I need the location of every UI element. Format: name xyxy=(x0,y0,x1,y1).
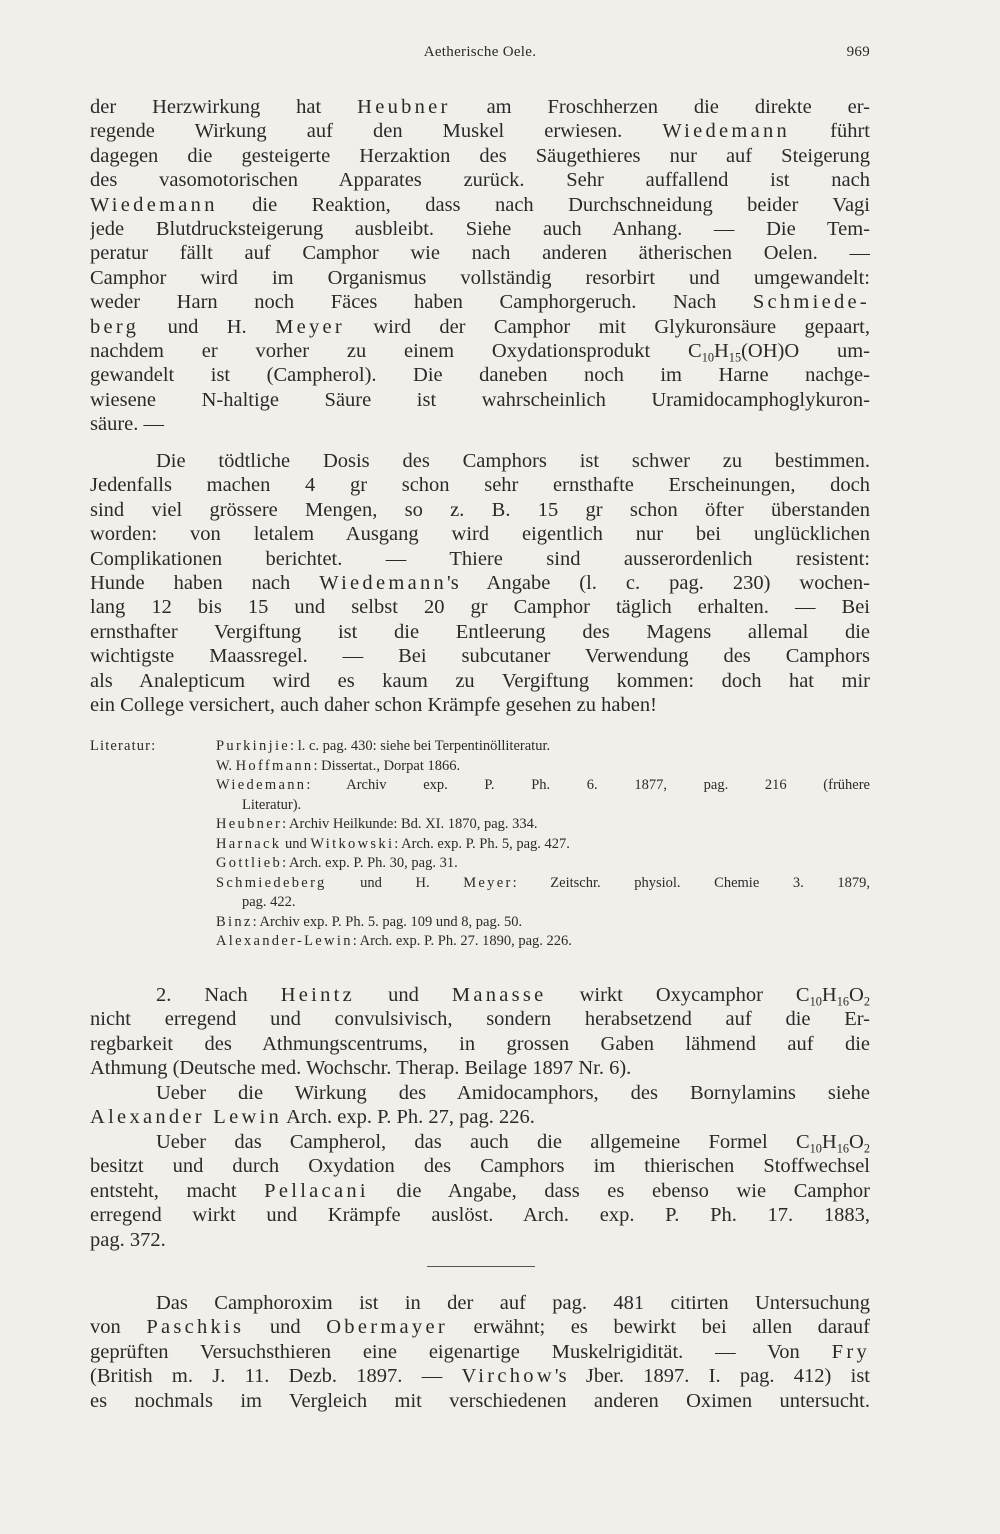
literature-entry xyxy=(90,854,870,874)
text-line xyxy=(90,1032,870,1056)
spaced-name: Wiedemann xyxy=(319,571,448,594)
text-run: Jedenfalls machen 4 gr schon sehr ernsthafte Erscheinungen, doch xyxy=(90,474,870,497)
spaced-name: Witkowski xyxy=(310,835,395,852)
text-run: 2. Nach xyxy=(156,984,281,1006)
literature-entry xyxy=(90,932,870,952)
text-run: pag. 372. xyxy=(90,1228,166,1251)
literature-entry-text xyxy=(216,737,870,757)
text-run: erregend wirkt und Krämpfe auslöst. Arch. exp. P. Ph. 17. 1883, xyxy=(90,1204,870,1227)
text-run: : Zeitschr. physiol. Chemie 3. 1879, xyxy=(512,874,870,891)
text-run: pag. 422. xyxy=(242,894,296,910)
literature-entry-text xyxy=(242,893,870,913)
text-run: H xyxy=(713,339,729,362)
text-run: sind viel grössere Mengen, so z. B. 15 gr schon öfter überstanden xyxy=(90,498,870,521)
text-line xyxy=(90,1315,870,1339)
text-run: O xyxy=(849,984,864,1006)
text-run: säure. — xyxy=(90,413,165,436)
text-run: wird der Camphor mit Glykuronsäure gepaart, xyxy=(344,315,870,338)
spaced-name: Manasse xyxy=(451,984,547,1006)
text-run: : Archiv exp. P. Ph. 5. pag. 109 und 8, pag. 50. xyxy=(252,913,523,930)
text-line xyxy=(90,412,870,436)
text-line xyxy=(90,1340,870,1364)
text-run: Literatur). xyxy=(242,796,302,813)
spaced-name: Wiedemann xyxy=(90,193,218,216)
text-run: ein College versichert, auch daher schon Krämpfe gesehen zu haben! xyxy=(90,693,657,716)
subscript: 10 xyxy=(701,350,714,364)
literature-entry xyxy=(90,913,870,933)
text-line xyxy=(90,983,870,1007)
literature-entry-text xyxy=(242,796,870,816)
text-line xyxy=(90,290,870,314)
literature-entry xyxy=(90,757,870,777)
text-run: als Analepticum wird es kaum zu Vergiftung kommen: doch hat mir xyxy=(90,669,870,692)
text-run: nicht erregend und convulsivisch, sondern herabsetzend auf die Er- xyxy=(90,1008,870,1031)
text-line xyxy=(90,1105,870,1129)
text-run: wichtigste Maassregel. — Bei subcutaner Verwendung des Camphors xyxy=(90,645,870,668)
literature-entry-text xyxy=(216,815,870,835)
text-line xyxy=(90,1179,870,1203)
text-line xyxy=(90,363,870,387)
text-run: und H. xyxy=(139,315,276,338)
text-run: ernsthafter Vergiftung ist die Entleerung des Magens allemal die xyxy=(90,620,870,643)
spaced-name: Gottlieb xyxy=(216,855,283,871)
text-run: Hunde haben nach xyxy=(90,571,320,594)
text-line xyxy=(90,473,870,497)
spaced-name: Paschkis xyxy=(146,1316,245,1339)
text-line xyxy=(90,1228,870,1252)
paragraph-oxycamphor xyxy=(90,983,870,1081)
text-run: : Archiv Heilkunde: Bd. XI. 1870, pag. 334. xyxy=(282,816,538,832)
spaced-name: Heubner xyxy=(216,816,283,832)
text-run: O xyxy=(849,1131,864,1153)
spaced-name: Hoffmann xyxy=(235,757,314,774)
text-run: und xyxy=(355,984,452,1006)
subscript: 10 xyxy=(809,994,822,1008)
spaced-name: Wiedemann xyxy=(216,777,307,793)
text-run: worden: von letalem Ausgang wird eigentlich nur bei unglücklichen xyxy=(90,523,870,546)
text-run: erwähnt; es bewirkt bei allen darauf xyxy=(447,1316,870,1339)
text-run: gewandelt ist (Campherol). Die daneben noch im Harne nachge- xyxy=(90,364,870,387)
literature-list xyxy=(90,737,870,952)
text-run: Ueber die Wirkung des Amidocamphors, des Bornylamins siehe xyxy=(156,1082,870,1104)
text-run: Complikationen berichtet. — Thiere sind ausserordenlich resistent: xyxy=(90,547,870,570)
paragraph-campherol xyxy=(90,1130,870,1252)
text-run: Arch. exp. P. Ph. 27, pag. 226. xyxy=(282,1106,535,1129)
text-run: des vasomotorischen Apparates zurück. Sehr auffallend ist nach xyxy=(90,169,870,192)
spaced-name: Alexander-Lewin xyxy=(216,933,353,949)
text-run: : Dissertat., Dorpat 1866. xyxy=(313,757,461,774)
text-run: und xyxy=(281,835,311,852)
text-line xyxy=(90,193,870,217)
text-line xyxy=(90,620,870,644)
text-line xyxy=(90,241,870,265)
spaced-name: Purkinjie xyxy=(216,738,291,754)
text-run: Athmung (Deutsche med. Wochschr. Therap. Beilage 1897 Nr. 6). xyxy=(90,1057,632,1080)
text-line xyxy=(90,1056,870,1080)
literature-entry-text xyxy=(216,776,870,796)
literature-entry xyxy=(90,835,870,855)
text-run: : Arch. exp. P. Ph. 30, pag. 31. xyxy=(282,855,458,871)
text-line xyxy=(90,1130,870,1154)
text-run: : Arch. exp. P. Ph. 5, pag. 427. xyxy=(394,835,570,852)
spaced-name: Heintz xyxy=(280,984,356,1006)
text-line xyxy=(90,388,870,412)
text-run: geprüften Versuchsthieren eine eigenartige Muskelrigidität. — Von xyxy=(90,1340,832,1363)
text-run: besitzt und durch Oxydation des Camphors im thierischen Stoffwechsel xyxy=(90,1155,870,1178)
text-line xyxy=(90,1389,870,1413)
text-run: entsteht, macht xyxy=(90,1179,265,1202)
subscript: 10 xyxy=(809,1141,822,1155)
page-number: 969 xyxy=(846,44,870,60)
spaced-name: Virchow xyxy=(461,1365,555,1388)
subscript: 16 xyxy=(836,994,850,1008)
text-line xyxy=(90,547,870,571)
spaced-name: Harnack xyxy=(216,835,282,852)
spaced-name: Wiedemann xyxy=(662,120,791,143)
spaced-name: Heubner xyxy=(357,96,451,118)
subscript: 15 xyxy=(728,350,742,364)
text-line xyxy=(90,595,870,619)
text-line xyxy=(90,449,870,473)
text-run: (OH)O um- xyxy=(741,339,870,362)
paragraph-amidocamphor xyxy=(90,1081,870,1130)
text-run: führt xyxy=(790,120,870,143)
literature-entry-text xyxy=(216,854,870,874)
text-run: Das Camphoroxim ist in der auf pag. 481 citirten Untersuchung xyxy=(156,1292,870,1314)
text-run: lang 12 bis 15 und selbst 20 gr Camphor täglich erhalten. — Bei xyxy=(90,596,870,619)
literature-entry-text xyxy=(216,835,870,855)
text-line xyxy=(90,1203,870,1227)
literature-entry xyxy=(90,776,870,796)
text-run: nachdem er vorher zu einem Oxydationsprodukt C xyxy=(90,339,702,362)
subscript: 2 xyxy=(863,994,870,1008)
text-line xyxy=(90,119,870,143)
text-run: peratur fällt auf Camphor wie nach anderen ätherischen Oelen. — xyxy=(90,242,870,265)
literature-entry-text xyxy=(216,874,870,894)
text-line xyxy=(90,168,870,192)
text-run: und xyxy=(244,1316,327,1339)
spaced-name: berg xyxy=(90,315,140,338)
literature-label: Literatur: xyxy=(90,738,157,754)
paragraph-herzwirkung xyxy=(90,95,870,436)
text-run: 's Angabe (l. c. pag. 230) wochen- xyxy=(447,571,870,594)
text-run: Die tödtliche Dosis des Camphors ist schwer zu bestimmen. xyxy=(156,450,870,472)
text-run: Ueber das Campherol, das auch die allgemeine Formel C xyxy=(156,1131,810,1153)
text-run: H xyxy=(821,1131,837,1153)
text-run: von xyxy=(90,1316,147,1339)
text-line xyxy=(90,1007,870,1031)
text-line xyxy=(90,1081,870,1105)
text-run: am Froschherzen die direkte er- xyxy=(450,96,870,118)
text-run: die Angabe, dass es ebenso wie Camphor xyxy=(368,1179,870,1202)
spaced-name: Meyer xyxy=(275,315,345,338)
literature-entry-text xyxy=(216,913,870,933)
spaced-name: Obermayer xyxy=(326,1316,448,1339)
spaced-name: Pellacani xyxy=(264,1179,369,1202)
literature-entry-text xyxy=(216,932,870,952)
text-run: W. xyxy=(216,757,236,774)
text-line xyxy=(90,1364,870,1388)
subscript: 16 xyxy=(836,1141,850,1155)
text-line xyxy=(90,571,870,595)
text-run: wirkt Oxycamphor C xyxy=(546,984,810,1006)
text-line xyxy=(90,693,870,717)
text-line xyxy=(90,1154,870,1178)
text-run: 's Jber. 1897. I. pag. 412) ist xyxy=(554,1365,870,1388)
text-line xyxy=(90,315,870,339)
text-run: (British m. J. 11. Dezb. 1897. — xyxy=(90,1365,462,1388)
literature-entry xyxy=(90,893,870,913)
text-run: : l. c. pag. 430: siehe bei Terpentinölliteratur. xyxy=(290,738,551,754)
text-run: der Herzwirkung hat xyxy=(90,96,358,118)
text-run: es nochmals im Vergleich mit verschiedenen anderen Oximen untersucht. xyxy=(90,1389,870,1412)
spaced-name: Alexander Lewin xyxy=(90,1106,283,1129)
running-header xyxy=(90,44,870,68)
text-line xyxy=(90,522,870,546)
paragraph-camphoroxim xyxy=(90,1291,870,1413)
text-run: regende Wirkung auf den Muskel erwiesen. xyxy=(90,120,663,143)
text-line xyxy=(90,644,870,668)
text-run: dagegen die gesteigerte Herzaktion des Säugethieres nur auf Steigerung xyxy=(90,144,870,167)
literature-entry xyxy=(90,737,870,757)
text-line xyxy=(90,339,870,363)
text-run: weder Harn noch Fäces haben Camphorgeruch. Nach xyxy=(90,291,753,314)
text-run: die Reaktion, dass nach Durchschneidung beider Vagi xyxy=(217,193,870,216)
text-line xyxy=(90,95,870,119)
text-run: : Arch. exp. P. Ph. 27. 1890, pag. 226. xyxy=(352,933,572,949)
paragraph-dosis xyxy=(90,449,870,717)
literature-entry xyxy=(90,796,870,816)
text-line xyxy=(90,669,870,693)
literature-entry xyxy=(90,874,870,894)
text-run: : Archiv exp. P. Ph. 6. 1877, pag. 216 (frühere xyxy=(306,777,870,793)
text-line xyxy=(90,498,870,522)
spaced-name: Fry xyxy=(831,1340,870,1363)
spaced-name: Schmiedeberg xyxy=(216,874,327,891)
text-run: Camphor wird im Organismus vollständig resorbirt und umgewandelt: xyxy=(90,266,870,289)
text-line xyxy=(90,217,870,241)
spaced-name: Meyer xyxy=(463,874,513,891)
text-run: wiesene N-haltige Säure ist wahrscheinlich Uramidocamphoglykuron- xyxy=(90,388,870,411)
running-title: Aetherische Oele. xyxy=(423,44,537,60)
text-run: und H. xyxy=(326,874,464,891)
subscript: 2 xyxy=(863,1141,870,1155)
literature-entry-text xyxy=(216,757,870,777)
text-run: H xyxy=(821,984,837,1006)
text-line xyxy=(90,144,870,168)
text-run: regbarkeit des Athmungscentrums, in grossen Gaben lähmend auf die xyxy=(90,1032,870,1055)
text-line xyxy=(90,1291,870,1315)
text-run: jede Blutdrucksteigerung ausbleibt. Siehe auch Anhang. — Die Tem- xyxy=(90,217,870,240)
section-divider xyxy=(427,1266,535,1267)
literature-entry xyxy=(90,815,870,835)
text-line xyxy=(90,266,870,290)
spaced-name: Binz xyxy=(216,913,253,930)
spaced-name: Schmiede- xyxy=(752,291,870,314)
